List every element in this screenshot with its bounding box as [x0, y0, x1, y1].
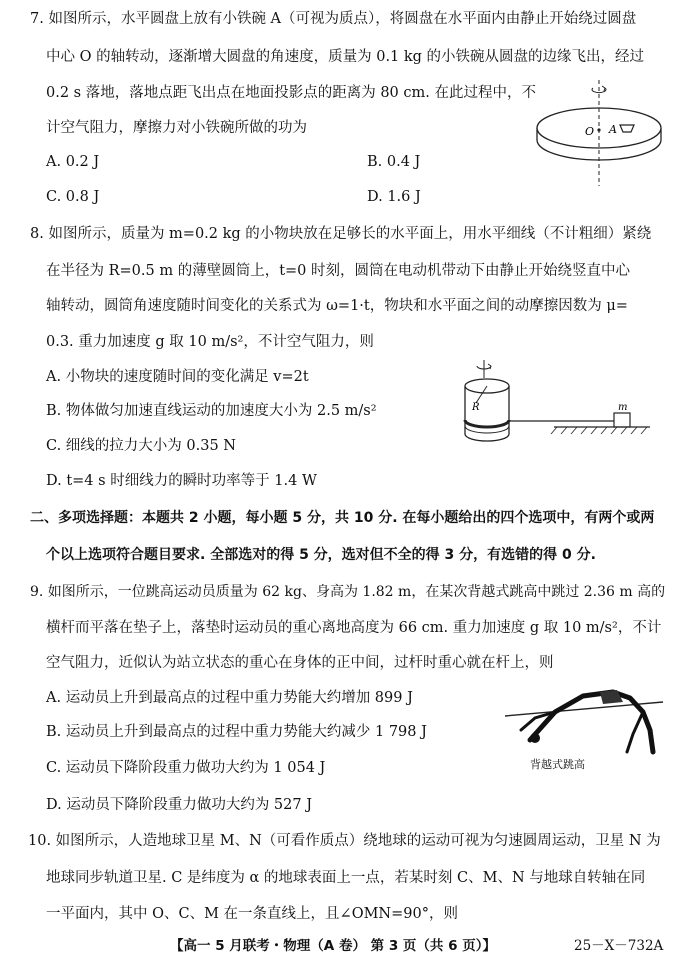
footer-page-info: 【高一 5 月联考・物理（A 卷） 第 3 页（共 6 页）】 — [170, 938, 496, 954]
q8-line-4: 0.3. 重力加速度 g 取 10 m/s²，不计空气阻力，则 — [46, 334, 374, 350]
q8-line-1: 8. 如图所示，质量为 m=0.2 kg 的小物块放在足够长的水平面上，用水平细线（不计粗细）紧绕 — [30, 226, 652, 242]
label-m: m — [618, 402, 628, 413]
q7-line-2: 中心 O 的轴转动，逐渐增大圆盘的角速度，质量为 0.1 kg 的小铁碗从圆盘的边缘飞出，经过 — [46, 49, 645, 65]
q8-line-2: 在半径为 R=0.5 m 的薄壁圆筒上，t=0 时刻，圆筒在电动机带动下由静止开始绕竖直中心 — [46, 263, 631, 279]
q8-option-a: A. 小物块的速度随时间的变化满足 v=2t — [46, 369, 309, 385]
q8-line-3: 轴转动，圆筒角速度随时间变化的关系式为 ω=1·t，物块和水平面之间的动摩擦因数为 μ= — [46, 298, 628, 314]
section2-line-1: 二、多项选择题：本题共 2 小题，每小题 5 分，共 10 分. 在每小题给出的四个选项中，有两个或两 — [30, 510, 655, 526]
q10-line-1: 10. 如图所示，人造地球卫星 M、N（可看作质点）绕地球的运动可视为匀速圆周运动，卫星 N 为 — [28, 833, 661, 849]
q10-line-2: 地球同步轨道卫星. C 是纬度为 α 的地球表面上一点，若某时刻 C、M、N 与地球自转轴在同 — [46, 870, 646, 886]
q7-line-1: 7. 如图所示，水平圆盘上放有小铁碗 A（可视为质点），将圆盘在水平面内由静止开始绕过圆盘 — [30, 11, 637, 27]
q7-line-4: 计空气阻力，摩擦力对小铁碗所做的功为 — [46, 120, 307, 136]
label-o: O — [585, 125, 595, 138]
q9-line-3: 空气阻力，近似认为站立状态的重心在身体的正中间，过杆时重心就在杆上，则 — [46, 655, 554, 671]
q9-line-1: 9. 如图所示，一位跳高运动员质量为 62 kg、身高为 1.82 m，在某次背越式跳高中跳过 2.36 m 高的 — [30, 584, 666, 600]
high-jump-figure — [505, 682, 665, 760]
section2-line-2: 个以上选项符合题目要求. 全部选对的得 5 分，选对但不全的得 3 分，有选错的得 0 分. — [46, 547, 596, 563]
q9-option-d: D. 运动员下降阶段重力做功大约为 527 J — [46, 797, 313, 813]
rotating-disc-figure — [535, 78, 665, 188]
q7-option-c: C. 0.8 J — [46, 189, 100, 205]
q10-line-3: 一平面内，其中 O、C、M 在一条直线上，且∠OMN=90°，则 — [46, 906, 458, 922]
q8-option-d: D. t=4 s 时细线力的瞬时功率等于 1.4 W — [46, 473, 317, 489]
label-a: A — [609, 123, 617, 136]
q9-option-b: B. 运动员上升到最高点的过程中重力势能大约减少 1 798 J — [46, 724, 427, 740]
label-r: R — [472, 402, 480, 413]
q9-line-2: 横杆而平落在垫子上，落垫时运动员的重心离地高度为 66 cm. 重力加速度 g 取 10 m/s²，不计 — [46, 620, 662, 636]
q9-option-c: C. 运动员下降阶段重力做功大约为 1 054 J — [46, 760, 326, 776]
q7-line-3: 0.2 s 落地，落地点距飞出点在地面投影点的距离为 80 cm. 在此过程中，不 — [46, 85, 536, 101]
q7-option-a: A. 0.2 J — [46, 154, 100, 170]
q9-option-a: A. 运动员上升到最高点的过程中重力势能大约增加 899 J — [46, 690, 413, 706]
high-jump-caption: 背越式跳高 — [530, 758, 585, 771]
q7-option-b: B. 0.4 J — [367, 154, 421, 170]
q7-option-d: D. 1.6 J — [367, 189, 421, 205]
cylinder-block-figure — [462, 358, 652, 450]
q8-option-c: C. 细线的拉力大小为 0.35 N — [46, 438, 236, 454]
q8-option-b: B. 物体做匀加速直线运动的加速度大小为 2.5 m/s² — [46, 403, 377, 419]
footer-code: 25－X－732A — [574, 938, 664, 954]
